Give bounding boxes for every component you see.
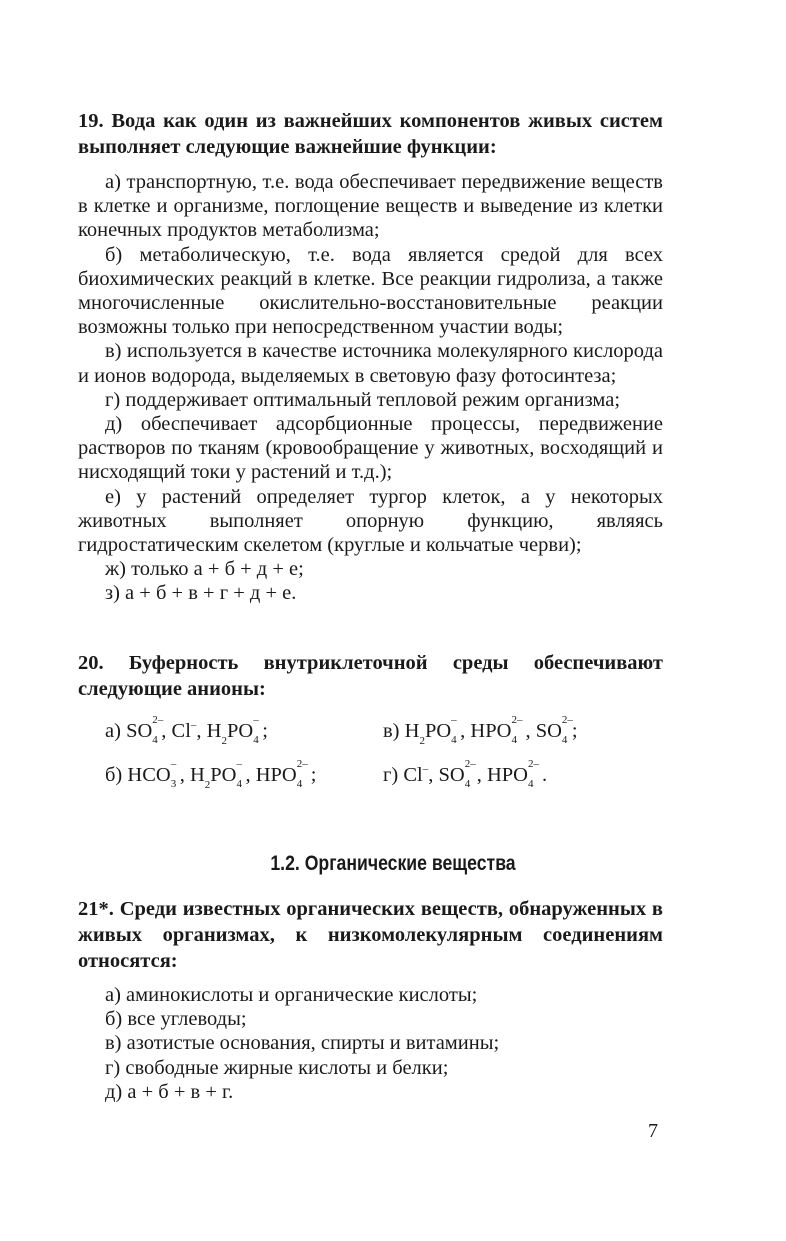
- q20-a-label: а): [105, 720, 121, 742]
- q19-option-b: б) метаболическую, т.е. вода является средой для всех биохимических реакций в клетке. Все реакции гидролиза, а также многочисленные окислительно-восстановительные реакции возможны только при непосредственном участии воды;: [78, 243, 663, 339]
- q21-option-b: б) все углеводы;: [105, 1008, 247, 1031]
- q19-option-g: г) поддерживает оптимальный тепловой режим организма;: [105, 388, 621, 411]
- q19-option-e: е) у растений определяет тургор клеток, а у некоторых животных выполняет опорную функцию, являясь гидростатическим скелетом (круглые и кольчатые черви);: [78, 485, 663, 557]
- section-title: 1.2. Органические вещества: [270, 852, 516, 875]
- q19-option-z: з) а + б + в + г + д + е.: [105, 582, 297, 605]
- q21-option-d: д) а + б + в + г.: [105, 1080, 234, 1103]
- q21-option-v: в) азотистые основания, спирты и витамины;: [105, 1032, 500, 1055]
- q20-g-label: г): [383, 764, 399, 786]
- q19-option-zh: ж) только а + б + д + е;: [105, 558, 304, 581]
- q20-b-label: б): [105, 764, 123, 786]
- page-number: 7: [648, 1120, 658, 1142]
- question-19-title: 19. Вода как один из важнейших компонентов живых систем выполняет следующие важнейшие функции:: [78, 110, 663, 158]
- q21-option-g: г) свободные жирные кислоты и белки;: [105, 1056, 449, 1079]
- q21-option-a: а) аминокислоты и органические кислоты;: [105, 984, 478, 1006]
- question-20-title: 20. Буферность внутриклеточной среды обеспечивают следующие анионы:: [78, 652, 663, 700]
- q20-option-g: г) Cl–, SO 2– 4 , HPO 2– 4 .: [383, 758, 548, 790]
- question-19-options: [78, 170, 663, 606]
- q19-option-a: а) транспортную, т.е. вода обеспечивает передвижение веществ в клетке и организме, поглощение веществ и выведение из клетки конечных продуктов метаболизма;: [78, 171, 663, 242]
- q20-option-b: б) HCO – 3 , $H_2PO$ – 4 , HPO 2– 4 ;: [105, 758, 317, 791]
- q19-option-v: в) используется в качестве источника молекулярного кислорода и ионов водорода, выделяемых в световую фазу фотосинтеза;: [78, 340, 663, 387]
- q20-option-v: в) $H_2PO$ – 4 , HPO 2– 4 , SO 2– 4 ;: [383, 714, 578, 747]
- question-21-options: [105, 983, 499, 1104]
- q19-option-d: д) обеспечивает адсорбционные процессы, передвижение растворов по тканям (кровообращение у животных, восходящий и нисходящий токи у растений и т.д.);: [78, 413, 663, 484]
- q20-v-label: в): [383, 720, 400, 742]
- question-21-title: 21*. Среди известных органических веществ, обнаруженных в живых организмах, к низкомолекулярным соединениям относятся:: [78, 898, 663, 972]
- q20-option-a: а) SO 2– 4 , Cl–, $H_2PO$ – 4 ;: [105, 714, 268, 747]
